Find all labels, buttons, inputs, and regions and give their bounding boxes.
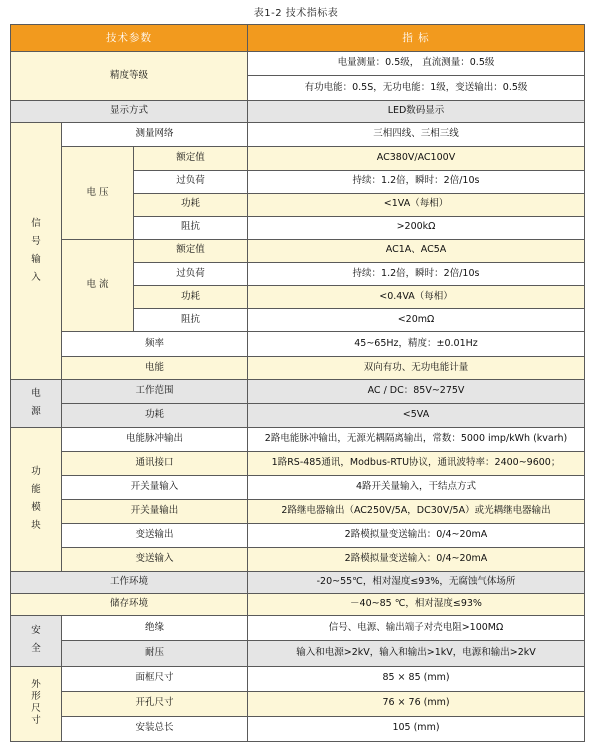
work-env-label: 工作环境 (11, 572, 248, 594)
table-row (11, 427, 585, 451)
face-size-label: 面框尺寸 (62, 666, 248, 691)
table-row (11, 716, 585, 741)
energy-value: 双向有功、无功电能计量 (248, 357, 585, 380)
table-row (11, 499, 585, 523)
table-row (11, 548, 585, 572)
current-rated-value: AC1A、AC5A (248, 239, 585, 262)
header-index: 指 标 (248, 25, 585, 52)
table-row (11, 572, 585, 594)
storage-env-value: －40~85 ℃，相对湿度≤93% (248, 594, 585, 616)
table-row (11, 101, 585, 123)
current-rated-label: 额定值 (134, 239, 248, 262)
table-row (11, 52, 585, 76)
current-overload-value: 持续：1.2倍，瞬时：2倍/10s (248, 262, 585, 285)
display-label: 显示方式 (11, 101, 248, 123)
install-length-value: 105 (mm) (248, 716, 585, 741)
accuracy-label: 精度等级 (11, 52, 248, 101)
frequency-label: 频率 (62, 332, 248, 357)
table-row (11, 523, 585, 547)
table-row (11, 332, 585, 357)
work-env-value: -20~55℃，相对湿度≤93%，无腐蚀气体场所 (248, 572, 585, 594)
comm-interface-label: 通讯接口 (62, 451, 248, 475)
table-row (11, 451, 585, 475)
table-row (11, 357, 585, 380)
table-row (11, 616, 585, 641)
safety-group-label: 安 全 (11, 616, 62, 666)
transmit-output-label: 变送输出 (62, 523, 248, 547)
voltage-label: 电 压 (62, 147, 134, 239)
table-row (11, 239, 585, 262)
withstand-value: 输入和电源>2kV，输入和输出>1kV，电源和输出>2kV (248, 641, 585, 666)
energy-label: 电能 (62, 357, 248, 380)
power-consumption-value: <5VA (248, 403, 585, 427)
table-row (11, 475, 585, 499)
network-label: 测量网络 (62, 123, 248, 147)
power-range-value: AC / DC：85V~275V (248, 380, 585, 403)
signal-group-label: 信 号 输 入 (11, 123, 62, 380)
storage-env-label: 储存环境 (11, 594, 248, 616)
table-row (11, 641, 585, 666)
voltage-rated-label: 额定值 (134, 147, 248, 170)
voltage-power-value: <1VA（每相） (248, 193, 585, 216)
current-power-label: 功耗 (134, 286, 248, 309)
pulse-output-value: 2路电能脉冲输出，无源光耦隔离输出，常数：5000 imp/kWh (kvarh) (248, 427, 585, 451)
header-param: 技术参数 (11, 25, 248, 52)
power-group-label: 电 源 (11, 380, 62, 427)
current-impedance-label: 阻抗 (134, 309, 248, 332)
voltage-overload-label: 过负荷 (134, 170, 248, 193)
switch-input-label: 开关量输入 (62, 475, 248, 499)
voltage-power-label: 功耗 (134, 193, 248, 216)
insulation-value: 信号、电源、输出端子对壳电阻>100MΩ (248, 616, 585, 641)
withstand-label: 耐压 (62, 641, 248, 666)
spec-table (10, 24, 585, 742)
dimensions-group-label: 外 形 尺 寸 (11, 666, 62, 742)
current-impedance-value: <20mΩ (248, 309, 585, 332)
voltage-rated-value: AC380V/AC100V (248, 147, 585, 170)
transmit-output-value: 2路模拟量变送输出：0/4~20mA (248, 523, 585, 547)
table-row (11, 123, 585, 147)
frequency-value: 45~65Hz，精度：±0.01Hz (248, 332, 585, 357)
modules-group-label: 功 能 模 块 (11, 427, 62, 572)
current-power-value: <0.4VA（每相） (248, 286, 585, 309)
install-length-label: 安装总长 (62, 716, 248, 741)
table-row (11, 691, 585, 716)
face-size-value: 85 × 85 (mm) (248, 666, 585, 691)
switch-output-label: 开关量输出 (62, 499, 248, 523)
power-range-label: 工作范围 (62, 380, 248, 403)
insulation-label: 绝缘 (62, 616, 248, 641)
power-consumption-label: 功耗 (62, 403, 248, 427)
pulse-output-label: 电能脉冲输出 (62, 427, 248, 451)
cutout-size-value: 76 × 76 (mm) (248, 691, 585, 716)
voltage-impedance-value: >200kΩ (248, 216, 585, 239)
cutout-size-label: 开孔尺寸 (62, 691, 248, 716)
comm-interface-value: 1路RS-485通讯，Modbus-RTU协议，通讯波特率：2400~9600； (248, 451, 585, 475)
voltage-impedance-label: 阻抗 (134, 216, 248, 239)
table-row (11, 666, 585, 691)
switch-output-value: 2路继电器输出（AC250V/5A，DC30V/5A）或光耦继电器输出 (248, 499, 585, 523)
switch-input-value: 4路开关量输入，干结点方式 (248, 475, 585, 499)
table-caption: 表1-2 技术指标表 (253, 8, 339, 19)
current-label: 电 流 (62, 239, 134, 331)
transmit-input-label: 变送输入 (62, 548, 248, 572)
network-value: 三相四线、三相三线 (248, 123, 585, 147)
transmit-input-value: 2路模拟量变送输入：0/4~20mA (248, 548, 585, 572)
table-row (11, 403, 585, 427)
table-row (11, 147, 585, 170)
table-row (11, 380, 585, 403)
table-row (11, 594, 585, 616)
current-overload-label: 过负荷 (134, 262, 248, 285)
voltage-overload-value: 持续：1.2倍，瞬时：2倍/10s (248, 170, 585, 193)
accuracy-value-2: 有功电能：0.5S，无功电能：1级，变送输出：0.5级 (248, 76, 585, 101)
accuracy-value-1: 电量测量：0.5级， 直流测量：0.5级 (248, 52, 585, 76)
display-value: LED数码显示 (248, 101, 585, 123)
table-header-row (11, 25, 585, 52)
